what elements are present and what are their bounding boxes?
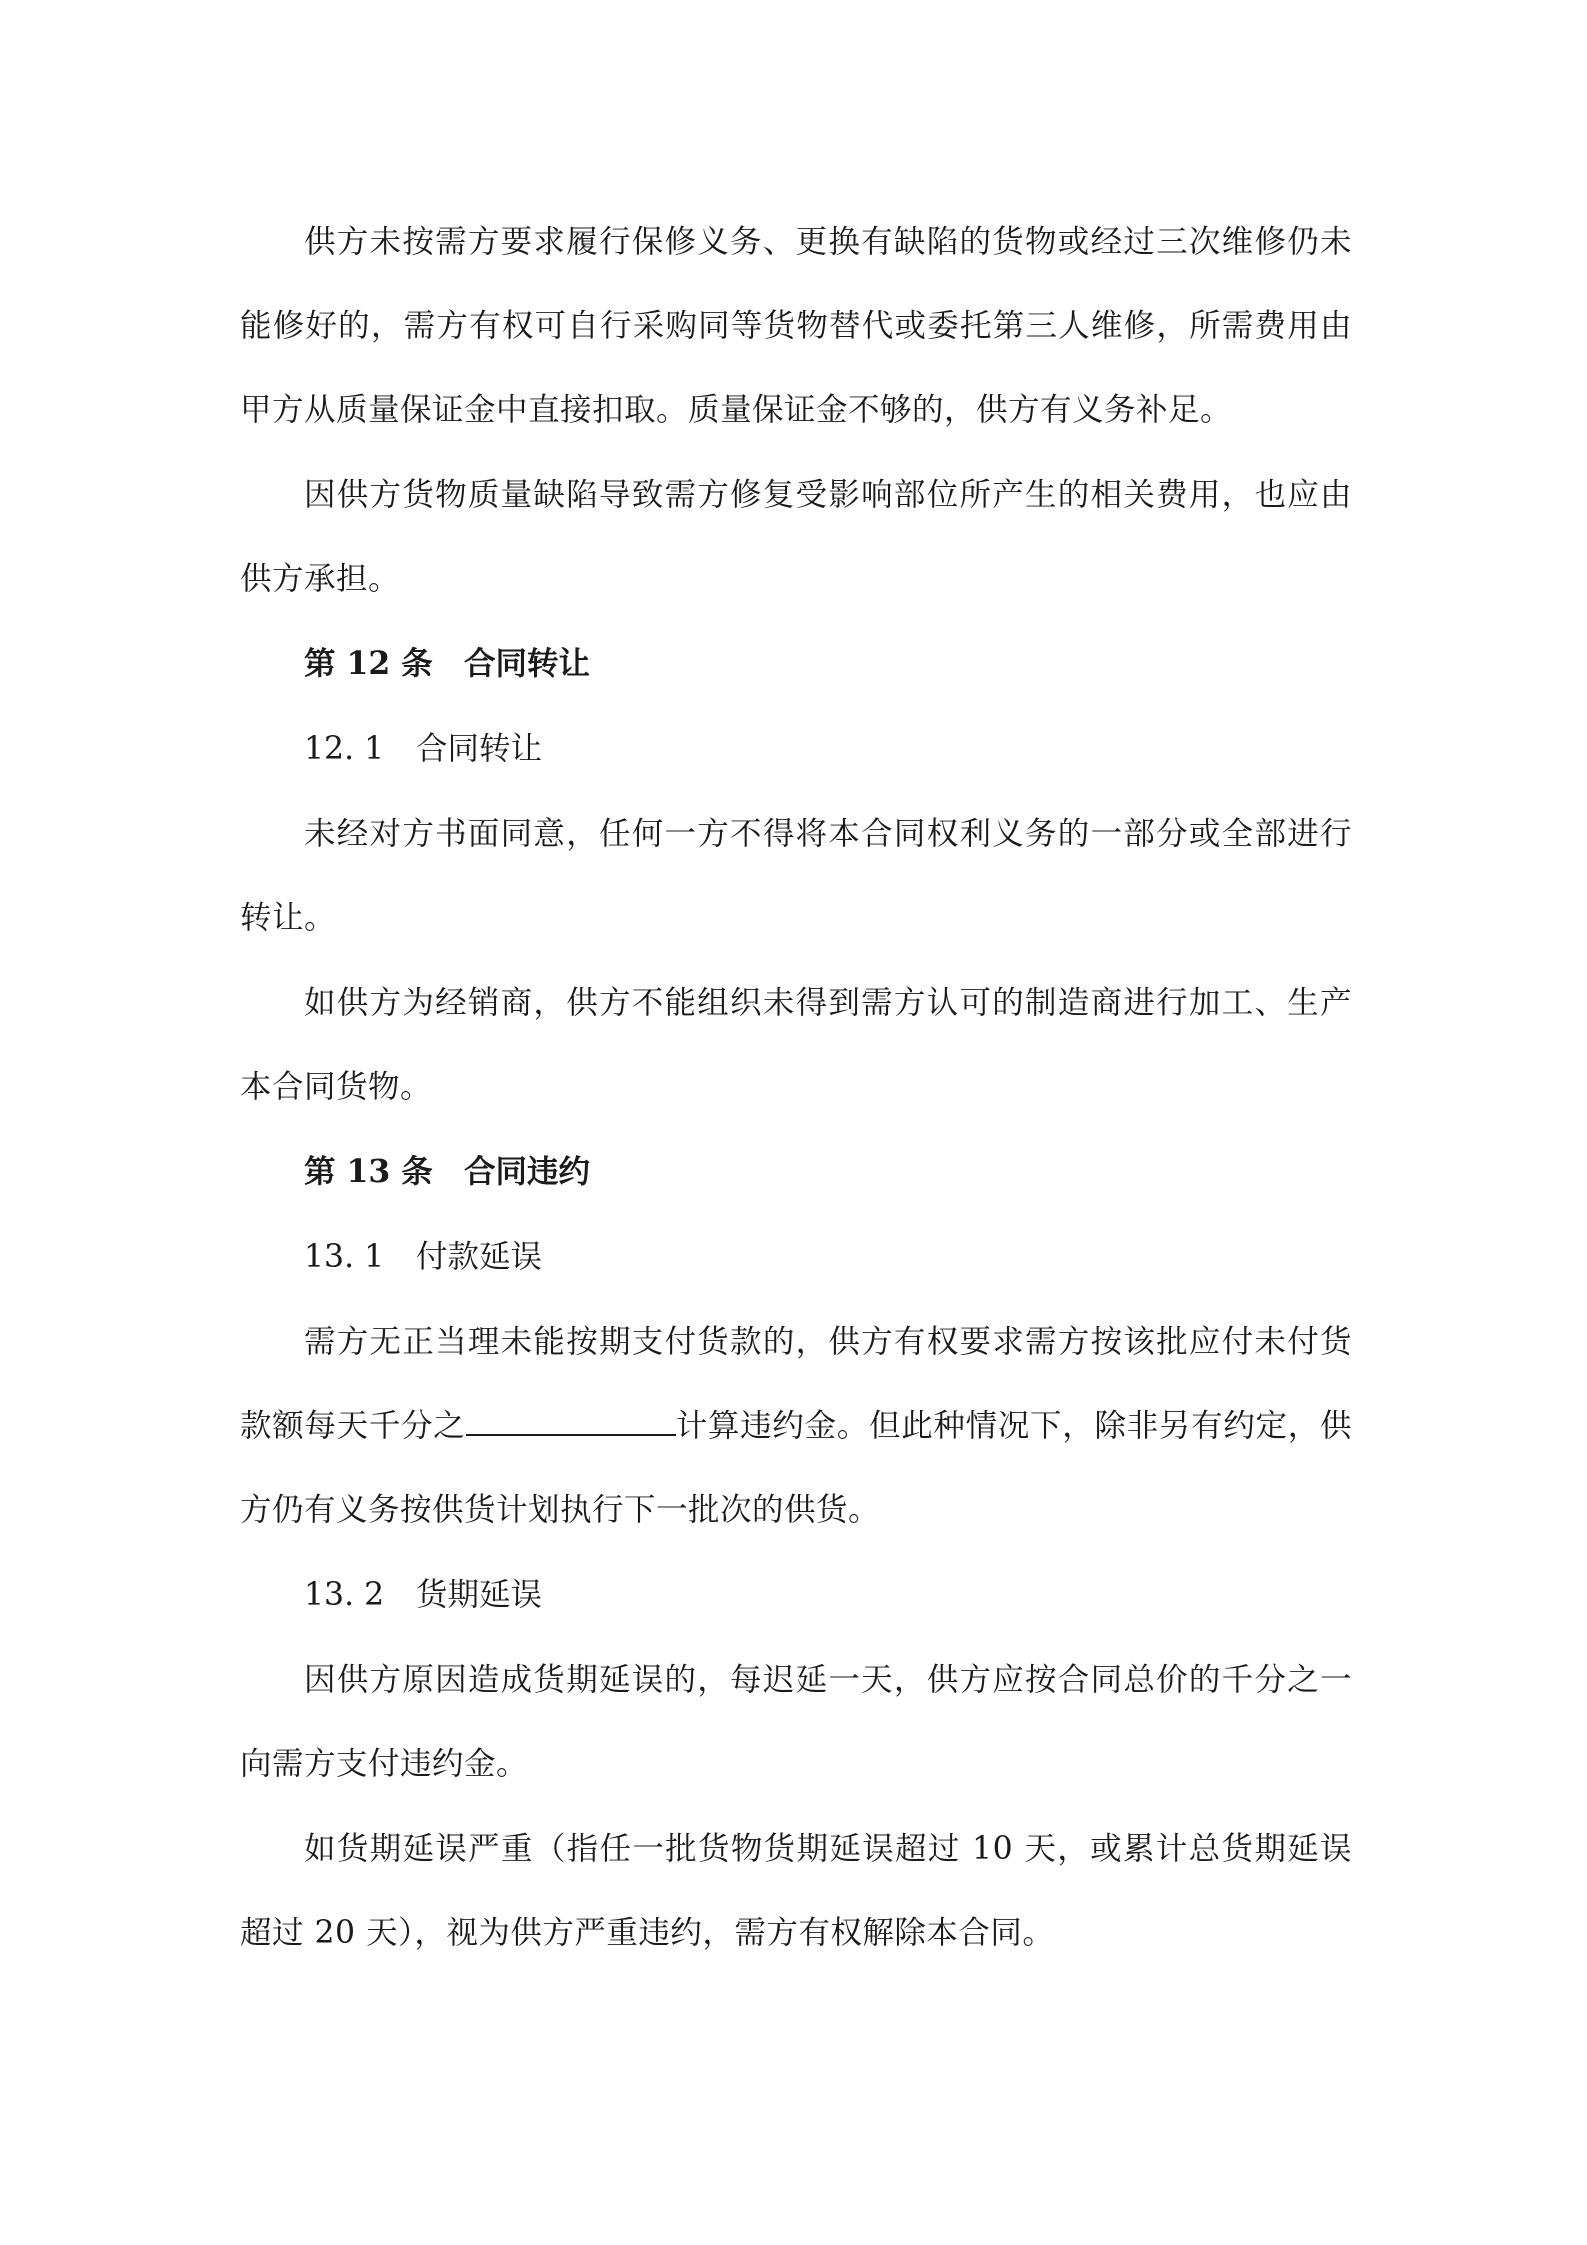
document-page [240, 200, 1352, 1976]
article-12-heading [240, 622, 1352, 706]
section-13-2-heading [240, 1553, 1352, 1637]
paragraph-transfer-consent: 未经对方书面同意，任何一方不得将本合同权利义务的一部分或全部进行转让。 [240, 816, 1352, 936]
section-13-1-title: 付款延误 [416, 1239, 543, 1275]
paragraph-delivery-delay: 因供方原因造成货期延误的，每迟延一天，供方应按合同总价的千分之一向需方支付违约金。 [240, 1662, 1352, 1782]
paragraph-distributor: 如供方为经销商，供方不能组织未得到需方认可的制造商进行加工、生产本合同货物。 [240, 985, 1352, 1105]
paragraph-warranty-failure: 供方未按需方要求履行保修义务、更换有缺陷的货物或经过三次维修仍未能修好的，需方有权可自行采购同等货物替代或委托第三人维修，所需费用由甲方从质量保证金中直接扣取。质量保证金不够的，供方有义务补足。 [240, 224, 1352, 428]
article-13-heading [240, 1130, 1352, 1214]
payment-delay-text-after: 计算违约金。但此种情况下，除非另有约定，供方仍有义务按供货计划执行下一批次的供货。 [240, 1408, 1352, 1528]
section-13-2-number: 13. 2 [304, 1577, 385, 1613]
section-13-2-title: 货期延误 [416, 1577, 543, 1613]
paragraph-payment-delay [240, 1300, 1352, 1552]
article-12-number: 第 12 条 [304, 645, 433, 682]
section-13-1-number: 13. 1 [304, 1239, 385, 1275]
rate-blank-line[interactable] [466, 1406, 676, 1436]
section-12-1-title: 合同转让 [416, 731, 543, 767]
section-12-1-heading [240, 707, 1352, 791]
article-12-title: 合同转让 [464, 645, 591, 682]
article-13-number: 第 13 条 [304, 1153, 433, 1190]
section-12-1-number: 12. 1 [304, 731, 385, 767]
paragraph-serious-delay: 如货期延误严重（指任一批货物货期延误超过 10 天，或累计总货期延误超过 20 天），视为供方严重违约，需方有权解除本合同。 [240, 1831, 1352, 1951]
payment-delay-text-before: 需方无正当理未能按期支付货款的，供方有权要求需方按该批应付未付货款额每天千分之 [240, 1324, 1352, 1444]
section-13-1-heading [240, 1215, 1352, 1299]
article-13-title: 合同违约 [464, 1153, 591, 1190]
paragraph-repair-costs: 因供方货物质量缺陷导致需方修复受影响部位所产生的相关费用，也应由供方承担。 [240, 477, 1352, 597]
